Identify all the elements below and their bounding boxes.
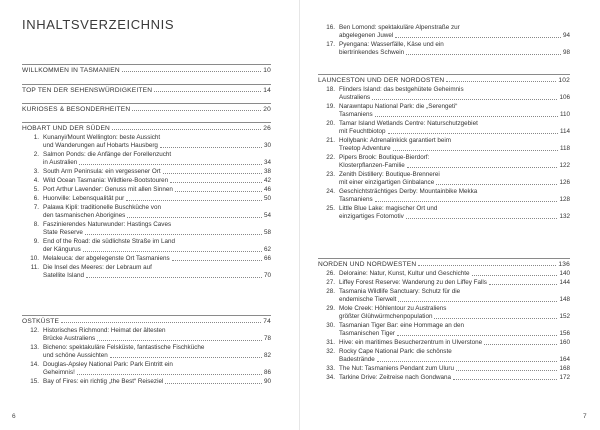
entry-line — [339, 288, 570, 296]
entry-number: 8. — [33, 221, 39, 228]
entry-line — [339, 94, 570, 102]
entry-line — [43, 264, 271, 272]
leader-dots — [132, 109, 261, 111]
entry-subtitle: Treetop Adventure — [339, 144, 391, 152]
entry-title: Zenith Distillery: Boutique-Brennerei — [339, 171, 440, 178]
entry-number: 9. — [33, 238, 39, 245]
page-number-left: 6 — [12, 413, 16, 420]
section-label: KURIOSES & BESONDERHEITEN — [22, 106, 131, 113]
page-title: INHALTSVERZEICHNIS — [22, 17, 175, 32]
entry-page: 128 — [559, 195, 570, 203]
leader-dots — [453, 378, 557, 380]
entry-line — [43, 159, 271, 167]
entry-page: 106 — [559, 93, 570, 101]
entry-subtitle: Tasmanischen Tiger — [339, 329, 395, 337]
entry-text — [339, 137, 570, 153]
entry-number: 3. — [33, 168, 39, 175]
leader-dots — [398, 300, 557, 302]
entry-number: 11. — [30, 264, 39, 271]
entry-number: 2. — [33, 151, 39, 158]
entry-page: 172 — [559, 374, 570, 381]
entry-number: 31. — [326, 339, 335, 346]
entry-number: 18. — [326, 86, 335, 93]
entry-page: 140 — [559, 270, 570, 277]
entry-number: 34. — [326, 374, 335, 381]
leader-dots — [372, 98, 557, 100]
entry-subtitle: mit Feuchtbiotop — [339, 127, 386, 135]
entry-subtitle: Australiens — [339, 93, 371, 101]
entry-subtitle: einzigartiges Fotomotiv — [339, 212, 404, 220]
leader-dots — [375, 200, 558, 202]
entry-page: 94 — [562, 31, 570, 39]
leader-dots — [489, 283, 558, 285]
section-heading — [22, 84, 271, 94]
entry-subtitle: Brücke Australiens — [43, 334, 96, 342]
entry-text — [339, 322, 570, 338]
section-page: 20 — [263, 106, 271, 113]
entry-text — [339, 288, 570, 304]
entry-line — [43, 335, 271, 343]
entry-text — [43, 186, 271, 194]
entry-page: 122 — [559, 161, 570, 169]
section-heading — [318, 74, 570, 84]
section-page: 136 — [558, 261, 570, 268]
section-row — [22, 104, 271, 113]
entry-subtitle: biertrinkendes Schwein — [339, 48, 405, 56]
entry-text — [339, 365, 570, 373]
entry-text — [43, 264, 271, 280]
section-heading — [22, 103, 271, 113]
entry-number: 20. — [326, 120, 335, 127]
leader-dots — [165, 382, 262, 384]
entry-line — [339, 128, 570, 136]
entry-line — [339, 145, 570, 153]
entry-number: 33. — [326, 365, 335, 372]
entry-line — [43, 221, 271, 229]
entry-title: Liffey Forest Reserve: Wanderung zu den Liffey Falls — [339, 279, 487, 286]
section-label: OSTKÜSTE — [22, 318, 60, 325]
leader-dots — [127, 216, 262, 218]
entry-text — [43, 134, 271, 150]
entry-subtitle: der Kängurus — [43, 245, 81, 253]
entry-number: 5. — [33, 186, 39, 193]
entry-title: Tarkine Drive: Zeitreise nach Gondwana — [339, 374, 451, 381]
entry-line — [43, 204, 271, 212]
leader-dots — [154, 90, 261, 92]
entry-title: Pyengana: Wasserfälle, Käse und ein — [339, 41, 444, 48]
entry-page: 50 — [263, 195, 271, 202]
entry-number: 22. — [326, 154, 335, 161]
entry-line — [43, 142, 271, 150]
entry-number: 25. — [326, 205, 335, 212]
leader-dots — [170, 181, 262, 183]
leader-dots — [79, 163, 262, 165]
entry-line — [339, 24, 570, 32]
section-row — [22, 65, 271, 74]
entry-line — [339, 365, 570, 373]
entry-page: 114 — [559, 127, 570, 135]
entry-line — [43, 255, 271, 263]
entry-line — [339, 270, 570, 278]
entry-title: End of the Road: die südlichste Straße im Land — [43, 238, 175, 245]
leader-dots — [175, 190, 262, 192]
leader-dots — [126, 199, 262, 201]
leader-dots — [375, 115, 558, 117]
leader-dots — [160, 146, 262, 148]
entry-number: 13. — [30, 344, 39, 351]
leader-dots — [172, 259, 262, 261]
entry-line — [339, 322, 570, 330]
entry-line — [339, 330, 570, 338]
section-page: 26 — [263, 125, 271, 132]
entry-page: 152 — [559, 312, 570, 320]
entry-title: Narawntapu National Park: die „Serengeti“ — [339, 103, 458, 110]
section-heading — [22, 122, 271, 132]
section-row — [318, 75, 570, 84]
entry-number: 29. — [326, 305, 335, 312]
entry-text — [43, 177, 271, 185]
entry-page: 70 — [263, 271, 271, 279]
entry-subtitle: State Reserve — [43, 228, 83, 236]
entry-line — [339, 103, 570, 111]
entry-line — [339, 171, 570, 179]
entry-text — [339, 305, 570, 321]
leader-dots — [446, 80, 556, 82]
entry-line — [339, 32, 570, 40]
entry-line — [43, 344, 271, 352]
entry-number: 7. — [33, 204, 39, 211]
entry-subtitle: Geheimnis! — [43, 368, 75, 376]
entry-page: 46 — [263, 186, 271, 193]
entry-line — [43, 134, 271, 142]
section-row — [22, 123, 271, 132]
leader-dots — [83, 250, 262, 252]
entry-title: Historisches Richmond: Heimat der ältesten — [43, 327, 166, 334]
entry-number: 16. — [326, 24, 335, 31]
entry-title: Pipers Brook: Boutique-Bierdorf: — [339, 154, 430, 161]
section-heading — [318, 258, 570, 268]
entry-text — [339, 270, 570, 278]
entry-page: 30 — [263, 141, 271, 149]
entry-title: Hollybank: Adrenalinkick garantiert beim — [339, 137, 452, 144]
entry-text — [43, 221, 271, 237]
entry-line — [339, 213, 570, 221]
entry-number: 32. — [326, 348, 335, 355]
entry-text — [339, 103, 570, 119]
leader-dots — [406, 217, 558, 219]
leader-dots — [434, 317, 557, 319]
entry-subtitle: Badestrände — [339, 355, 375, 363]
entry-page: 160 — [559, 339, 570, 346]
entry-number: 12. — [30, 327, 39, 334]
entry-line — [43, 246, 271, 254]
entry-line — [339, 86, 570, 94]
entry-line — [339, 196, 570, 204]
entry-page: 54 — [263, 211, 271, 219]
entry-subtitle: den tasmanischen Aborigines — [43, 211, 126, 219]
entry-text — [339, 205, 570, 221]
entry-title: Faszinierendes Naturwunder: Hastings Caves — [43, 221, 172, 228]
entry-text — [339, 24, 570, 40]
entry-text — [339, 120, 570, 136]
section-label: TOP TEN DER SEHENSWÜRDIGKEITEN — [22, 87, 153, 94]
section-row — [318, 259, 570, 268]
entry-text — [339, 348, 570, 364]
entry-line — [43, 212, 271, 220]
page-number-right: 7 — [583, 413, 587, 420]
entry-title: Salmon Ponds: die Anfänge der Forellenzucht — [43, 151, 172, 158]
entry-page: 164 — [559, 355, 570, 363]
leader-dots — [86, 276, 262, 278]
entry-text — [43, 327, 271, 343]
entry-title: Bay of Fires: ein richtig „the Best“ Reiseziel — [43, 378, 164, 385]
section-page: 102 — [558, 77, 570, 84]
entry-line — [339, 188, 570, 196]
entry-line — [339, 137, 570, 145]
entry-page: 126 — [559, 178, 570, 186]
entry-line — [339, 49, 570, 57]
right-page — [300, 0, 600, 430]
entry-text — [43, 204, 271, 220]
entry-number: 28. — [326, 288, 335, 295]
entry-number: 23. — [326, 171, 335, 178]
entry-number: 1. — [33, 134, 39, 141]
entry-line — [43, 352, 271, 360]
entry-number: 4. — [33, 177, 39, 184]
entry-text — [339, 171, 570, 187]
entry-title: Port Arthur Lavender: Genuss mit allen Sinnen — [43, 186, 173, 193]
entry-text — [339, 41, 570, 57]
entry-page: 86 — [263, 368, 271, 376]
entry-title: Tasmania Wildlife Sanctuary: Schutz für die — [339, 288, 461, 295]
entry-subtitle: Klosterpflanzen-Familie — [339, 161, 405, 169]
entry-title: Tamar Island Wetlands Centre: Naturschutzgebiet — [339, 120, 478, 127]
entry-title: Rocky Cape National Park: die schönste — [339, 348, 452, 355]
entry-title: Kunanyi/Mount Wellington: beste Aussicht — [43, 134, 161, 141]
entry-line — [43, 369, 271, 377]
entry-subtitle: abgelegenen Juwel — [339, 31, 394, 39]
entry-line — [43, 195, 271, 203]
entry-title: Huonville: Lebensqualität pur — [43, 195, 125, 202]
entry-number: 14. — [30, 361, 39, 368]
entry-title: Ben Lomond: spektakuläre Alpenstraße zur — [339, 24, 460, 31]
entry-line — [339, 111, 570, 119]
entry-line — [339, 179, 570, 187]
entry-number: 26. — [326, 270, 335, 277]
entry-line — [339, 374, 570, 382]
entry-number: 17. — [326, 41, 335, 48]
entry-page: 62 — [263, 245, 271, 253]
entry-page: 90 — [263, 378, 271, 385]
entry-title: Deloraine: Natur, Kunst, Kultur und Geschichte — [339, 270, 470, 277]
entry-title: Hive: ein maritimes Besucherzentrum in Ulverstone — [339, 339, 483, 346]
entry-line — [339, 41, 570, 49]
entry-line — [339, 313, 570, 321]
entry-number: 30. — [326, 322, 335, 329]
entry-number: 21. — [326, 137, 335, 144]
leader-dots — [61, 321, 261, 323]
entry-subtitle: mit einer einzigartigen Ginbalance — [339, 178, 435, 186]
entry-page: 38 — [263, 168, 271, 175]
entry-text — [43, 255, 271, 263]
entry-line — [339, 120, 570, 128]
leader-dots — [377, 360, 558, 362]
section-page: 74 — [263, 318, 271, 325]
section-label: NORDEN UND NORDWESTEN — [318, 261, 417, 268]
entry-subtitle: in Australien — [43, 158, 78, 166]
entry-subtitle: und schöne Aussichten — [43, 351, 108, 359]
entry-title: Flinders Island: das bestgehütete Geheimnis — [339, 86, 464, 93]
leader-dots — [418, 264, 556, 266]
entry-subtitle: Satellite Island — [43, 271, 84, 279]
entry-text — [43, 195, 271, 203]
entry-line — [43, 378, 271, 386]
entry-text — [339, 279, 570, 287]
entry-title: Melaleuca: der abgelegenste Ort Tasmaniens — [43, 255, 170, 262]
leader-dots — [395, 36, 561, 38]
section-page: 14 — [263, 87, 271, 94]
entry-line — [43, 168, 271, 176]
entry-line — [339, 279, 570, 287]
entry-number: 15. — [30, 378, 39, 385]
leader-dots — [393, 149, 558, 151]
leader-dots — [110, 356, 262, 358]
entry-number: 10. — [30, 255, 39, 262]
leader-dots — [85, 233, 262, 235]
entry-title: Little Blue Lake: magischer Ort und — [339, 205, 438, 212]
entry-line — [339, 356, 570, 364]
entry-number: 24. — [326, 188, 335, 195]
leader-dots — [472, 274, 558, 276]
entry-page: 66 — [263, 255, 271, 262]
entry-text — [339, 374, 570, 382]
entry-line — [339, 348, 570, 356]
entry-page: 78 — [263, 334, 271, 342]
entry-title: Wild Ocean Tasmania: Wildtiere-Bootstouren — [43, 177, 169, 184]
entry-text — [43, 344, 271, 360]
leader-dots — [456, 369, 557, 371]
entry-subtitle: Tasmaniens — [339, 195, 373, 203]
entry-page: 144 — [559, 279, 570, 286]
entry-page: 82 — [263, 351, 271, 359]
section-heading — [22, 64, 271, 74]
entry-text — [43, 168, 271, 176]
leader-dots — [112, 128, 261, 130]
entry-title: Douglas-Apsley National Park: Park Eintritt ein — [43, 361, 173, 368]
entry-title: Die Insel des Meeres: der Lebraum auf — [43, 264, 152, 271]
entry-text — [339, 339, 570, 347]
entry-number: 19. — [326, 103, 335, 110]
entry-page: 118 — [559, 144, 570, 152]
entry-line — [43, 272, 271, 280]
leader-dots — [406, 53, 561, 55]
leader-dots — [163, 172, 262, 174]
entry-text — [43, 378, 271, 386]
entry-subtitle: endemische Tierwelt — [339, 295, 397, 303]
entry-title: Palawa Kipli: traditionelle Buschküche von — [43, 204, 161, 211]
entry-title: Geschichtsträchtiges Derby: Mountainbike Mekka — [339, 188, 478, 195]
entry-number: 27. — [326, 279, 335, 286]
entry-subtitle: Tasmaniens — [339, 110, 373, 118]
entry-title: South Arm Peninsula: ein vergessener Ort — [43, 168, 161, 175]
entry-text — [339, 188, 570, 204]
entry-line — [43, 229, 271, 237]
entry-subtitle: größter Glühwürmchenpopulation — [339, 312, 433, 320]
entry-text — [43, 151, 271, 167]
entry-page: 58 — [263, 228, 271, 236]
entry-line — [43, 186, 271, 194]
entry-text — [43, 361, 271, 377]
entry-page: 148 — [559, 295, 570, 303]
entry-line — [43, 238, 271, 246]
section-heading — [22, 315, 271, 325]
entry-line — [339, 154, 570, 162]
leader-dots — [407, 166, 558, 168]
leader-dots — [436, 183, 557, 185]
entry-line — [339, 162, 570, 170]
entry-line — [339, 305, 570, 313]
entry-title: Mole Creek: Höhlentour zu Australiens — [339, 305, 447, 312]
leader-dots — [97, 339, 262, 341]
entry-text — [43, 238, 271, 254]
leader-dots — [484, 343, 557, 345]
entry-title: The Nut: Tasmaniens Pendant zum Uluru — [339, 365, 455, 372]
entry-line — [43, 361, 271, 369]
leader-dots — [397, 334, 557, 336]
entry-page: 42 — [263, 177, 271, 184]
section-label: HOBART UND DER SÜDEN — [22, 125, 111, 132]
section-label: WILLKOMMEN IN TASMANIEN — [22, 67, 120, 74]
entry-page: 34 — [263, 158, 271, 166]
entry-text — [339, 86, 570, 102]
section-row — [22, 85, 271, 94]
entry-page: 98 — [562, 48, 570, 56]
entry-page: 110 — [559, 110, 570, 118]
entry-line — [43, 151, 271, 159]
leader-dots — [122, 70, 261, 72]
leader-dots — [77, 373, 262, 375]
section-row — [22, 316, 271, 325]
entry-page: 132 — [559, 212, 570, 220]
entry-text — [339, 154, 570, 170]
entry-number: 6. — [33, 195, 39, 202]
entry-page: 156 — [559, 329, 570, 337]
entry-line — [339, 296, 570, 304]
entry-line — [43, 327, 271, 335]
entry-line — [43, 177, 271, 185]
entry-title: Tasmanian Tiger Bar: eine Hommage an den — [339, 322, 464, 329]
entry-line — [339, 339, 570, 347]
entry-line — [339, 205, 570, 213]
entry-title: Bicheno: spektakuläre Felsküste, fantastische Fischküche — [43, 344, 205, 351]
section-label: LAUNCESTON UND DER NORDOSTEN — [318, 77, 445, 84]
entry-subtitle: und Wanderungen auf Hobarts Hausberg — [43, 141, 158, 149]
leader-dots — [388, 132, 558, 134]
section-page: 10 — [263, 67, 271, 74]
entry-page: 168 — [559, 365, 570, 372]
